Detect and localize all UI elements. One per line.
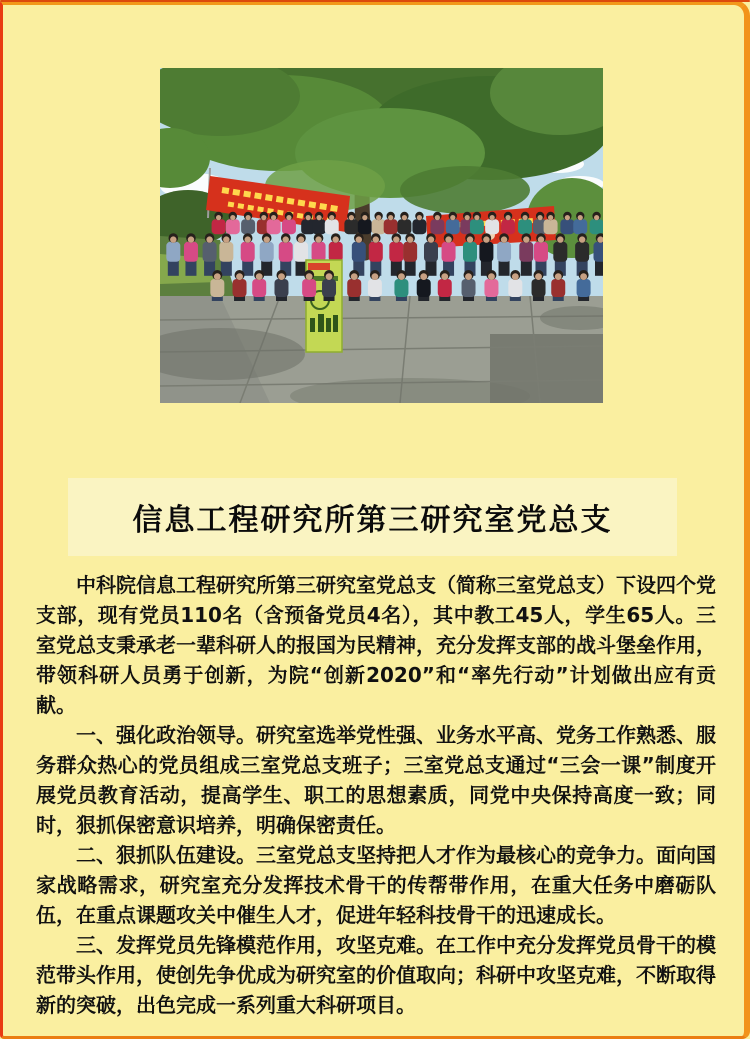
person (233, 270, 247, 301)
person (347, 270, 361, 301)
person (577, 270, 591, 301)
person (484, 270, 498, 301)
paragraph-two: 二、狠抓队伍建设。三室党总支坚持把人才作为最核心的竞争力。面向国家战略需求，研究室充分发挥技术骨干的传帮带作用，在重大任务中磨砺队伍，在重点课题攻关中催生人才，促进年轻科技骨干的迅速成长。 (36, 843, 716, 927)
person (417, 270, 431, 301)
person (551, 270, 565, 301)
person (322, 270, 336, 301)
title-banner (68, 478, 677, 556)
paragraph-intro: 中科院信息工程研究所第三研究室党总支（简称三室党总支）下设四个党支部，现有党员110名（含预备党员4名），其中教工45人，学生65人。三室党总支秉承老一辈科研人的报国为民精神，充分发挥支部的战斗堡垒作用，带领科研人员勇于创新，为院“创新2020”和“率先行动”计划做出应有贡献。 (36, 573, 716, 717)
group-photo (160, 68, 603, 403)
person (252, 270, 266, 301)
person (394, 270, 408, 301)
person (438, 270, 452, 301)
person (368, 270, 382, 301)
article-body (36, 570, 716, 1020)
paragraph-one: 一、强化政治领导。研究室选举党性强、业务水平高、党务工作熟悉、服务群众热心的党员组成三室党总支班子；三室党总支通过“三会一课”制度开展党员教育活动，提高学生、职工的思想素质，同党中央保持高度一致；同时，狠抓保密意识培养，明确保密责任。 (36, 723, 716, 837)
person (508, 270, 522, 301)
person (210, 270, 224, 301)
person (274, 270, 288, 301)
person (302, 270, 316, 301)
page-title: 信息工程研究所第三研究室党总支 (132, 503, 613, 538)
pavement (160, 296, 603, 403)
paragraph-three: 三、发挥党员先锋模范作用，攻坚克难。在工作中充分发挥党员骨干的模范带头作用，使创先争优成为研究室的价值取向；科研中攻坚克难，不断取得新的突破，出色完成一系列重大科研项目。 (36, 933, 716, 1017)
person (532, 270, 546, 301)
person (462, 270, 476, 301)
